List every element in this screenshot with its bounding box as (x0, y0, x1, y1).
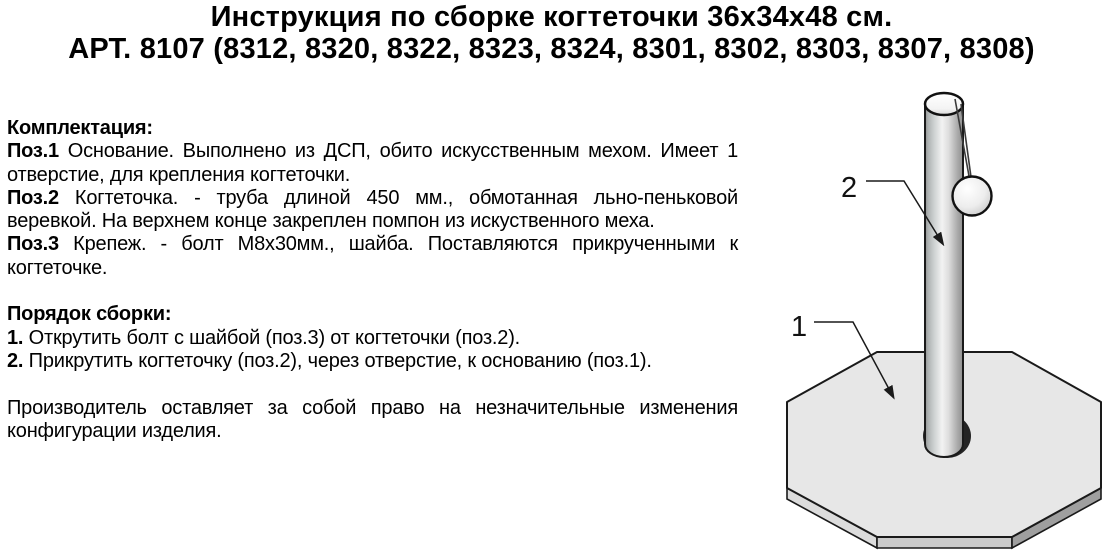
instruction-line: Производитель оставляет за собой право на незначительные изменения (7, 396, 738, 419)
title-line-1: Инструкция по сборке когтеточки 36х34х48 см. (210, 1, 893, 33)
instruction-line: Поз.1 Основание. Выполнено из ДСП, обито искусственным мехом. Имеет 1 (7, 140, 738, 163)
pole-body (925, 104, 963, 457)
line-bold-prefix: Поз.2 (7, 186, 59, 209)
line-bold-prefix: 2. (7, 349, 24, 372)
assembly-diagram (740, 80, 1103, 551)
document-title (0, 1, 1103, 65)
section-heading (7, 303, 738, 326)
instruction-line: 1. Открутить болт с шайбой (поз.3) от когтеточки (поз.2). (7, 326, 521, 349)
callout-1-label: 1 (791, 311, 808, 343)
instruction-line: Поз.3 Крепеж. - болт М8х30мм., шайба. Поставляются прикрученными к (7, 233, 738, 256)
scratching-post-pole (925, 93, 963, 457)
line-bold-prefix: 1. (7, 326, 24, 349)
instruction-line: Поз.2 Когтеточка. - труба длиной 450 мм., обмотанная льно-пеньковой (7, 186, 738, 209)
callout-2-label: 2 (841, 172, 858, 204)
instruction-line: когтеточке. (7, 256, 108, 279)
base-side-front (877, 537, 1012, 548)
line-bold-prefix: Комплектация: (7, 117, 153, 139)
line-bold-prefix: Поз.3 (7, 233, 59, 256)
instruction-line: 2. Прикрутить когтеточку (поз.2), через отверстие, к основанию (поз.1). (7, 349, 652, 372)
instruction-line: отверстие, для крепления когтеточки. (7, 163, 351, 186)
instruction-line: конфигурации изделия. (7, 419, 222, 442)
line-bold-prefix: Поз.1 (7, 140, 59, 163)
line-bold-prefix: Порядок сборки: (7, 303, 172, 326)
pompon-ball (953, 177, 992, 216)
instructions-text (7, 117, 738, 443)
instruction-line: веревкой. На верхнем конце закреплен помпон из искуственного меха. (7, 210, 655, 233)
callout-2 (841, 172, 938, 236)
title-line-2: АРТ. 8107 (8312, 8320, 8322, 8323, 8324, 8301, 8302, 8303, 8307, 8308) (68, 33, 1035, 65)
section-heading (7, 117, 738, 140)
